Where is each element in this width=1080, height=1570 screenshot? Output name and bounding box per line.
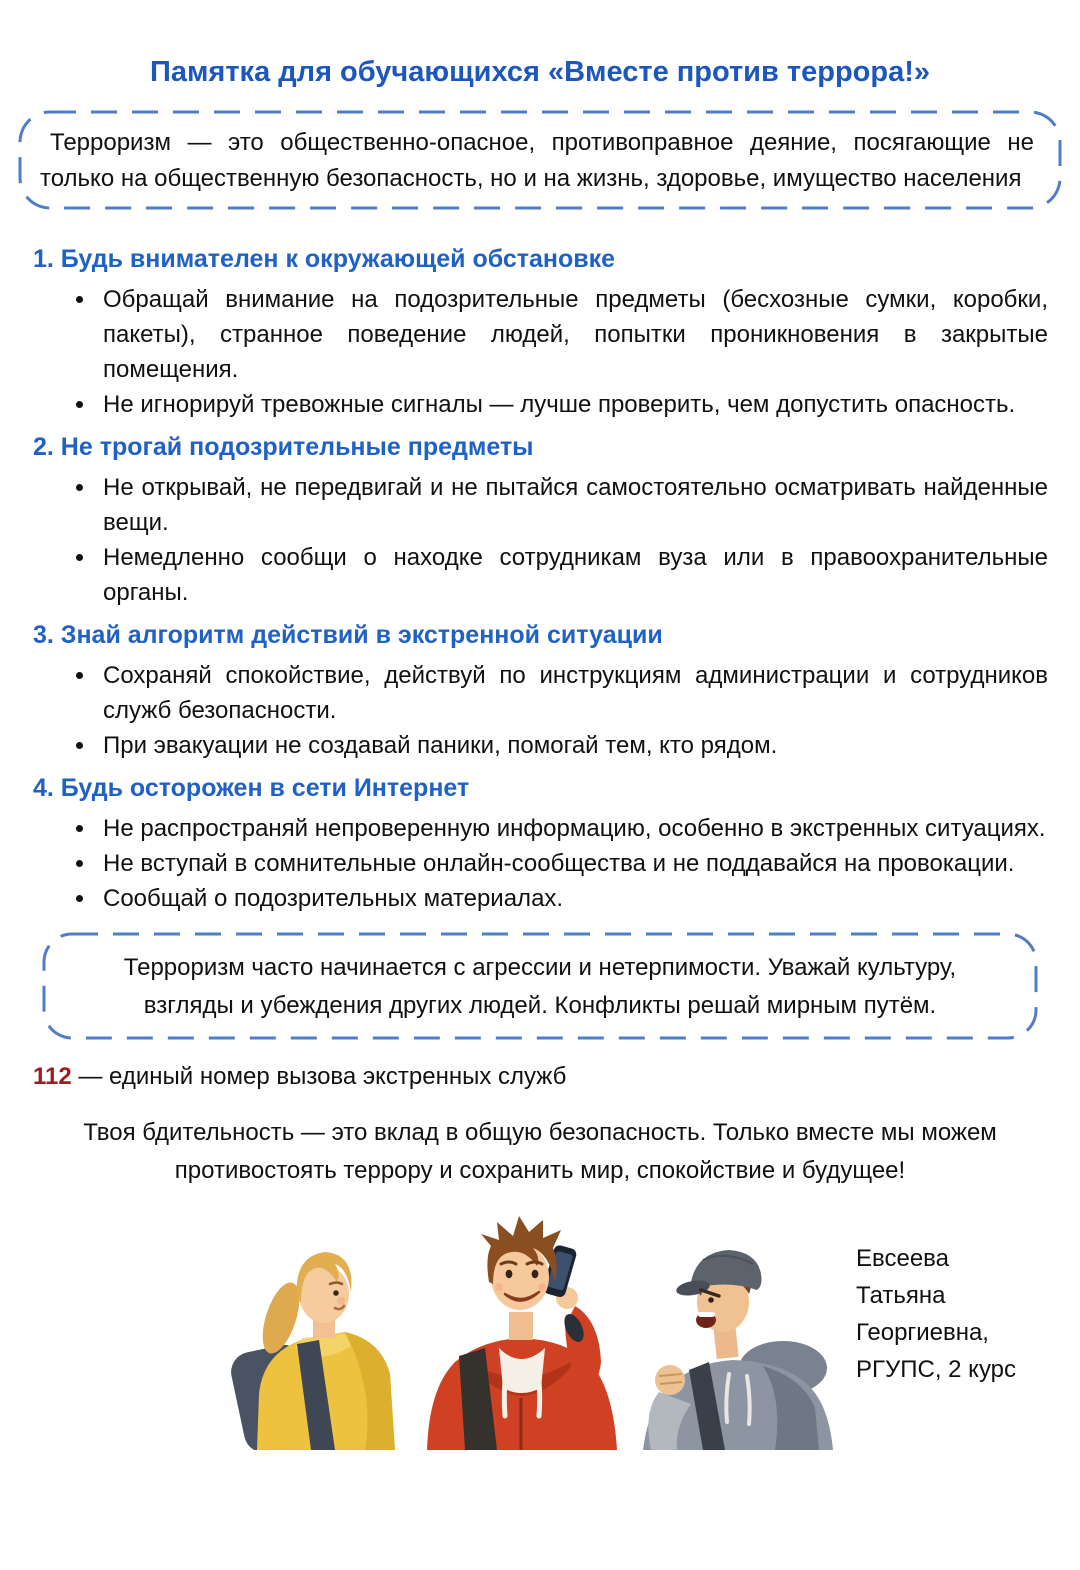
list-item: • Обращай внимание на подозрительные предметы (бесхозные сумки, коробки, пакеты), странное поведение людей, попытки проникновения в закрытые помещения. (97, 282, 1048, 387)
section-attention (33, 244, 1048, 422)
list-item: • При эвакуации не создавай паники, помогай тем, кто рядом. (97, 728, 1048, 763)
emergency-number: 112 (33, 1063, 72, 1090)
bullet-list (33, 658, 1048, 763)
closing-text: Твоя бдительность — это вклад в общую безопасность. Только вместе мы можем противостоять террору и сохранить мир, спокойствие и будущее! (83, 1119, 997, 1184)
tolerance-text: Терроризм часто начинается с агрессии и нетерпимости. Уважай культуру, взгляды и убеждения других людей. Конфликты решай мирным путём. (123, 954, 957, 1019)
list-item: • Не игнорируй тревожные сигналы — лучше проверить, чем допустить опасность. (97, 387, 1048, 422)
section-dont-touch (33, 432, 1048, 610)
page-title: Памятка для обучающихся «Вместе против террора!» (150, 56, 930, 88)
dashed-border (20, 112, 1060, 208)
list-item: • Сообщай о подозрительных материалах. (97, 881, 1048, 916)
list-item: • Не открывай, не передвигай и не пытайся самостоятельно осматривать найденные вещи. (97, 470, 1048, 540)
dashed-border (44, 934, 1036, 1038)
author-block (834, 1198, 1016, 1388)
girl-figure (227, 1252, 395, 1450)
section-heading: 3. Знай алгоритм действий в экстренной ситуации (33, 621, 663, 649)
section-heading: 2. Не трогай подозрительные предметы (33, 433, 534, 461)
author-line: РГУПС, 2 курс (856, 1356, 1017, 1383)
author-line: Георгиевна, (856, 1319, 989, 1346)
definition-box (18, 110, 1062, 210)
boy-figure (427, 1216, 617, 1450)
bullet-list (33, 282, 1048, 422)
author-line: Евсеева (856, 1245, 950, 1272)
students-illustration (222, 1198, 834, 1450)
footer-area (0, 1198, 1080, 1450)
emergency-line (33, 1062, 1047, 1092)
section-internet-safety (33, 773, 1048, 916)
section-emergency-algorithm (33, 620, 1048, 763)
list-item: • Немедленно сообщи о находке сотрудникам вуза или в правоохранительные органы. (97, 540, 1048, 610)
author-line: Татьяна (856, 1282, 946, 1309)
tolerance-box (42, 932, 1038, 1040)
list-item: • Сохраняй спокойствие, действуй по инструкциям администрации и сотрудников служб безопасности. (97, 658, 1048, 728)
angry-guy-figure (643, 1250, 833, 1450)
emergency-caption: — единый номер вызова экстренных служб (71, 1063, 567, 1090)
bullet-list (33, 470, 1048, 610)
rules-sections (33, 244, 1048, 916)
section-heading: 1. Будь внимателен к окружающей обстановке (33, 245, 616, 273)
definition-text: Терроризм — это общественно-опасное, противоправное деяние, посягающие не только на общественную безопасность, но и на жизнь, здоровье, имущество населения (40, 129, 1034, 192)
list-item: • Не вступай в сомнительные онлайн-сообщества и не поддавайся на провокации. (97, 846, 1048, 881)
section-heading: 4. Будь осторожен в сети Интернет (33, 774, 470, 802)
bullet-list (33, 811, 1048, 916)
list-item: • Не распространяй непроверенную информацию, особенно в экстренных ситуациях. (97, 811, 1048, 846)
